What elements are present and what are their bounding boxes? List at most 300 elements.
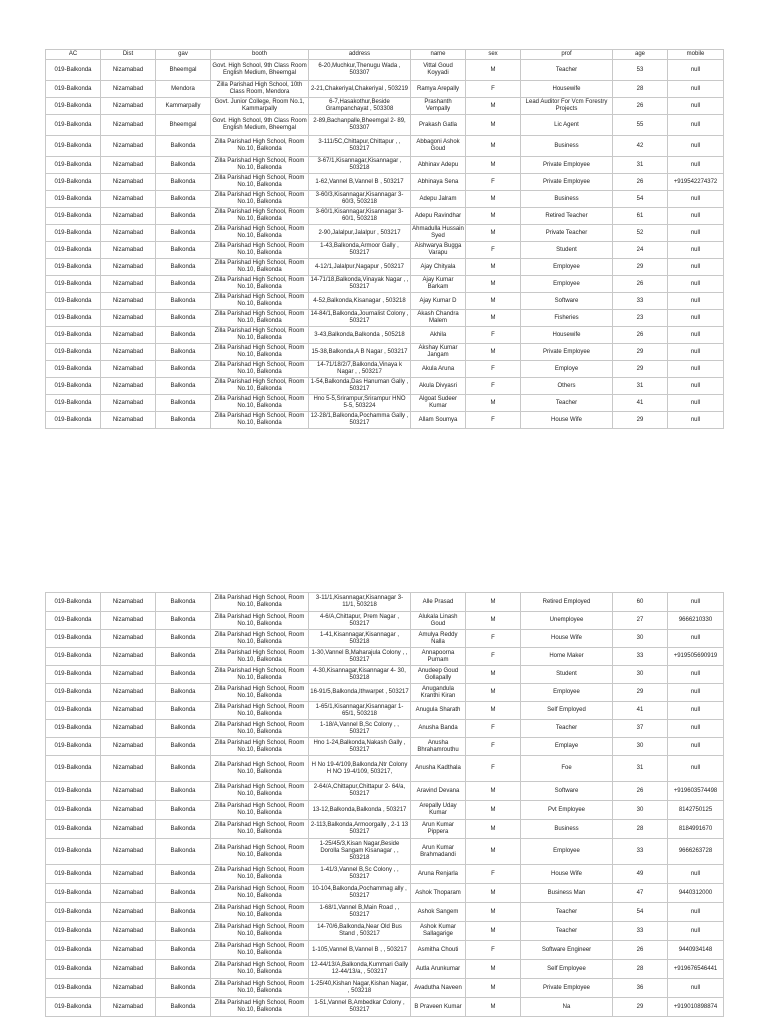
table-row bbox=[46, 903, 724, 922]
cell-sex: M bbox=[466, 702, 521, 720]
cell-name: Alle Prasad bbox=[411, 593, 466, 612]
table-row bbox=[46, 115, 724, 136]
cell-age: 29 bbox=[613, 998, 668, 1017]
cell-age: 29 bbox=[613, 684, 668, 702]
cell-prof: Employe bbox=[521, 361, 613, 378]
cell-mobile: +919010898874 bbox=[668, 998, 724, 1017]
cell-sex: M bbox=[466, 612, 521, 630]
cell-booth: Zilla Parishad High School, Room No.10, Balkonda bbox=[211, 666, 309, 684]
cell-sex: M bbox=[466, 903, 521, 922]
cell-prof: Self Employee bbox=[521, 960, 613, 979]
cell-mobile: null bbox=[668, 738, 724, 756]
table-row bbox=[46, 136, 724, 157]
cell-sex: F bbox=[466, 361, 521, 378]
cell-mobile: +919676546441 bbox=[668, 960, 724, 979]
table-row bbox=[46, 157, 724, 174]
cell-gav: Balkonda bbox=[156, 630, 211, 648]
cell-booth: Zilla Parishad High School, Room No.10, Balkonda bbox=[211, 941, 309, 960]
cell-gav: Balkonda bbox=[156, 191, 211, 208]
cell-prof: Teacher bbox=[521, 922, 613, 941]
table-row bbox=[46, 81, 724, 98]
column-header-address: address bbox=[309, 50, 411, 60]
cell-ac: 019-Balkonda bbox=[46, 979, 101, 998]
cell-gav: Bheemgal bbox=[156, 60, 211, 81]
cell-dist: Nizamabad bbox=[101, 293, 156, 310]
cell-booth: Zilla Parishad High School, Room No.10, Balkonda bbox=[211, 378, 309, 395]
cell-prof: Business bbox=[521, 136, 613, 157]
cell-name: Anugandula Kranthi Kiran bbox=[411, 684, 466, 702]
table-row bbox=[46, 412, 724, 429]
cell-dist: Nizamabad bbox=[101, 276, 156, 293]
cell-sex: F bbox=[466, 630, 521, 648]
cell-age: 41 bbox=[613, 395, 668, 412]
cell-booth: Zilla Parishad High School, Room No.10, Balkonda bbox=[211, 395, 309, 412]
cell-address: 14-84/1,Balkonda,Journalist Colony , 503217 bbox=[309, 310, 411, 327]
column-header-name: name bbox=[411, 50, 466, 60]
cell-booth: Zilla Parishad High School, Room No.10, Balkonda bbox=[211, 593, 309, 612]
cell-address: 13-12,Balkonda,Balkonda , 503217 bbox=[309, 801, 411, 820]
cell-mobile: +919505690919 bbox=[668, 648, 724, 666]
cell-prof: Teacher bbox=[521, 395, 613, 412]
cell-ac: 019-Balkonda bbox=[46, 684, 101, 702]
cell-ac: 019-Balkonda bbox=[46, 702, 101, 720]
cell-address: 1-25/40,Kishan Nagar,Kishan Nagar, , 503218 bbox=[309, 979, 411, 998]
cell-age: 26 bbox=[613, 276, 668, 293]
cell-prof: Employee bbox=[521, 684, 613, 702]
cell-name: Anusha Bhrahamrouthu bbox=[411, 738, 466, 756]
cell-age: 26 bbox=[613, 327, 668, 344]
cell-prof: Retired Employed bbox=[521, 593, 613, 612]
cell-mobile: null bbox=[668, 136, 724, 157]
cell-booth: Govt. Junior College, Room No.1, Kammarpally bbox=[211, 98, 309, 115]
cell-age: 42 bbox=[613, 136, 668, 157]
cell-age: 30 bbox=[613, 630, 668, 648]
cell-gav: Balkonda bbox=[156, 738, 211, 756]
cell-address: 2-64/A,Chittapur,Chittapur 2- 64/a, 503217 bbox=[309, 782, 411, 801]
cell-dist: Nizamabad bbox=[101, 903, 156, 922]
cell-dist: Nizamabad bbox=[101, 998, 156, 1017]
cell-gav: Balkonda bbox=[156, 157, 211, 174]
cell-booth: Zilla Parishad High School, Room No.10, Balkonda bbox=[211, 702, 309, 720]
cell-dist: Nizamabad bbox=[101, 259, 156, 276]
cell-name: Asmitha Chouti bbox=[411, 941, 466, 960]
cell-prof: Pvt Employee bbox=[521, 801, 613, 820]
cell-booth: Zilla Parishad High School, Room No.10, Balkonda bbox=[211, 361, 309, 378]
table-row bbox=[46, 361, 724, 378]
cell-sex: M bbox=[466, 922, 521, 941]
cell-name: Prakash Gatla bbox=[411, 115, 466, 136]
cell-age: 26 bbox=[613, 98, 668, 115]
cell-name: Aravind Devana bbox=[411, 782, 466, 801]
cell-gav: Balkonda bbox=[156, 612, 211, 630]
column-header-age: age bbox=[613, 50, 668, 60]
cell-dist: Nizamabad bbox=[101, 136, 156, 157]
cell-address: 2-21,Chakeriyal,Chakeriyal , 503219 bbox=[309, 81, 411, 98]
cell-booth: Zilla Parishad High School, Room No.10, Balkonda bbox=[211, 174, 309, 191]
cell-prof: Foe bbox=[521, 756, 613, 782]
cell-sex: F bbox=[466, 720, 521, 738]
cell-booth: Zilla Parishad High School, Room No.10, Balkonda bbox=[211, 979, 309, 998]
cell-name: Adepu Ravindhar bbox=[411, 208, 466, 225]
cell-prof: Private Employee bbox=[521, 174, 613, 191]
cell-sex: M bbox=[466, 136, 521, 157]
cell-address: 4-30,Kisannagar,Kisannagar 4- 30, 503218 bbox=[309, 666, 411, 684]
table-row bbox=[46, 259, 724, 276]
cell-mobile: null bbox=[668, 630, 724, 648]
cell-age: 29 bbox=[613, 412, 668, 429]
cell-gav: Balkonda bbox=[156, 998, 211, 1017]
cell-mobile: null bbox=[668, 344, 724, 361]
cell-prof: Retired Teacher bbox=[521, 208, 613, 225]
table-row bbox=[46, 60, 724, 81]
cell-age: 31 bbox=[613, 756, 668, 782]
cell-address: 1-41/3,Vannel B,Sc Colony , , 503217 bbox=[309, 865, 411, 884]
cell-dist: Nizamabad bbox=[101, 820, 156, 839]
cell-gav: Balkonda bbox=[156, 593, 211, 612]
cell-name: Arun Kumar Pippera bbox=[411, 820, 466, 839]
cell-sex: M bbox=[466, 998, 521, 1017]
cell-gav: Balkonda bbox=[156, 720, 211, 738]
cell-address: H No 19-4/109,Balkonda,Ntr Colony H NO 19-4/109, 503217, bbox=[309, 756, 411, 782]
cell-mobile: null bbox=[668, 242, 724, 259]
table-row bbox=[46, 884, 724, 903]
cell-sex: F bbox=[466, 242, 521, 259]
cell-age: 31 bbox=[613, 157, 668, 174]
cell-gav: Balkonda bbox=[156, 225, 211, 242]
cell-name: Akash Chandra Malem bbox=[411, 310, 466, 327]
cell-address: 3-111/5C,Chittapur,Chittapur , , 503217 bbox=[309, 136, 411, 157]
cell-name: Ashok Thoparam bbox=[411, 884, 466, 903]
cell-age: 27 bbox=[613, 612, 668, 630]
cell-sex: F bbox=[466, 865, 521, 884]
cell-sex: M bbox=[466, 98, 521, 115]
cell-sex: M bbox=[466, 820, 521, 839]
cell-dist: Nizamabad bbox=[101, 327, 156, 344]
cell-age: 31 bbox=[613, 378, 668, 395]
cell-age: 33 bbox=[613, 293, 668, 310]
cell-address: 1-105,Vannel B,Vannel B , , 503217 bbox=[309, 941, 411, 960]
cell-gav: Balkonda bbox=[156, 174, 211, 191]
cell-age: 24 bbox=[613, 242, 668, 259]
cell-ac: 019-Balkonda bbox=[46, 960, 101, 979]
cell-name: Ashok Sangem bbox=[411, 903, 466, 922]
cell-age: 30 bbox=[613, 801, 668, 820]
cell-booth: Zilla Parishad High School, Room No.10, Balkonda bbox=[211, 208, 309, 225]
cell-dist: Nizamabad bbox=[101, 666, 156, 684]
cell-prof: Self Employed bbox=[521, 702, 613, 720]
cell-mobile: null bbox=[668, 903, 724, 922]
cell-gav: Balkonda bbox=[156, 259, 211, 276]
cell-name: Ashok Kumar Sallagarige bbox=[411, 922, 466, 941]
cell-address: 4-6/A,Chittapur, Prem Nagar , 503217 bbox=[309, 612, 411, 630]
cell-gav: Balkonda bbox=[156, 903, 211, 922]
cell-name: Avadutha Naveen bbox=[411, 979, 466, 998]
cell-mobile: 8142750125 bbox=[668, 801, 724, 820]
cell-address: 6-7,Hasakothur,Beside Grampanchayat , 503308 bbox=[309, 98, 411, 115]
cell-age: 30 bbox=[613, 738, 668, 756]
cell-name: Abbagoni Ashok Goud bbox=[411, 136, 466, 157]
cell-sex: M bbox=[466, 310, 521, 327]
cell-name: Allam Soumya bbox=[411, 412, 466, 429]
table-row bbox=[46, 395, 724, 412]
table-body-2 bbox=[46, 593, 724, 1017]
cell-address: 1-41,Kisannagar,Kisannagar , 503218 bbox=[309, 630, 411, 648]
table-row bbox=[46, 839, 724, 865]
cell-prof: Unemployee bbox=[521, 612, 613, 630]
cell-sex: M bbox=[466, 884, 521, 903]
cell-prof: Student bbox=[521, 666, 613, 684]
cell-name: Amulya Reddy Nalla bbox=[411, 630, 466, 648]
table-row bbox=[46, 922, 724, 941]
table-row bbox=[46, 979, 724, 998]
table-row bbox=[46, 756, 724, 782]
table-row bbox=[46, 174, 724, 191]
cell-mobile: null bbox=[668, 208, 724, 225]
cell-name: Ajay Kumar D bbox=[411, 293, 466, 310]
cell-gav: Balkonda bbox=[156, 756, 211, 782]
cell-sex: M bbox=[466, 191, 521, 208]
cell-gav: Balkonda bbox=[156, 412, 211, 429]
cell-gav: Balkonda bbox=[156, 327, 211, 344]
cell-dist: Nizamabad bbox=[101, 630, 156, 648]
cell-prof: Private Employee bbox=[521, 157, 613, 174]
cell-ac: 019-Balkonda bbox=[46, 136, 101, 157]
cell-ac: 019-Balkonda bbox=[46, 720, 101, 738]
table-row bbox=[46, 820, 724, 839]
cell-name: Prashanth Vempally bbox=[411, 98, 466, 115]
cell-address: 1-43,Balkonda,Armoor Gally , 503217 bbox=[309, 242, 411, 259]
cell-address: 12-44/13/A,Balkonda,Kummari Gally 12-44/13/a, , 503217 bbox=[309, 960, 411, 979]
cell-sex: F bbox=[466, 941, 521, 960]
cell-age: 33 bbox=[613, 839, 668, 865]
cell-gav: Balkonda bbox=[156, 378, 211, 395]
table-body-1 bbox=[46, 60, 724, 429]
cell-name: Akhila bbox=[411, 327, 466, 344]
cell-booth: Zilla Parishad High School, Room No.10, Balkonda bbox=[211, 412, 309, 429]
cell-booth: Zilla Parishad High School, Room No.10, Balkonda bbox=[211, 839, 309, 865]
cell-ac: 019-Balkonda bbox=[46, 839, 101, 865]
cell-age: 41 bbox=[613, 702, 668, 720]
cell-sex: F bbox=[466, 174, 521, 191]
cell-age: 26 bbox=[613, 782, 668, 801]
cell-ac: 019-Balkonda bbox=[46, 361, 101, 378]
cell-ac: 019-Balkonda bbox=[46, 174, 101, 191]
cell-gav: Balkonda bbox=[156, 666, 211, 684]
table-row bbox=[46, 242, 724, 259]
cell-age: 37 bbox=[613, 720, 668, 738]
cell-sex: M bbox=[466, 782, 521, 801]
cell-ac: 019-Balkonda bbox=[46, 81, 101, 98]
cell-dist: Nizamabad bbox=[101, 361, 156, 378]
cell-age: 29 bbox=[613, 259, 668, 276]
table-row bbox=[46, 782, 724, 801]
cell-mobile: null bbox=[668, 412, 724, 429]
column-header-dist: Dist bbox=[101, 50, 156, 60]
cell-dist: Nizamabad bbox=[101, 884, 156, 903]
cell-booth: Govt. High School, 9th Class Room English Medium, Bheemgal bbox=[211, 60, 309, 81]
cell-age: 55 bbox=[613, 115, 668, 136]
cell-mobile: null bbox=[668, 378, 724, 395]
cell-sex: M bbox=[466, 293, 521, 310]
cell-booth: Zilla Parishad High School, Room No.10, Balkonda bbox=[211, 293, 309, 310]
cell-name: Abhinav Adepu bbox=[411, 157, 466, 174]
cell-sex: M bbox=[466, 344, 521, 361]
cell-ac: 019-Balkonda bbox=[46, 593, 101, 612]
cell-name: Vittal Goud Koyyadi bbox=[411, 60, 466, 81]
cell-age: 36 bbox=[613, 979, 668, 998]
table-row bbox=[46, 378, 724, 395]
cell-name: Algoat Sudeer Kumar bbox=[411, 395, 466, 412]
cell-ac: 019-Balkonda bbox=[46, 738, 101, 756]
cell-address: 4-52,Balkonda,Kisanagar , 503218 bbox=[309, 293, 411, 310]
cell-ac: 019-Balkonda bbox=[46, 191, 101, 208]
table-row bbox=[46, 208, 724, 225]
cell-gav: Balkonda bbox=[156, 242, 211, 259]
cell-sex: F bbox=[466, 327, 521, 344]
cell-name: Adepu Jalram bbox=[411, 191, 466, 208]
cell-address: 10-104,Balkonda,Pochammag ally , 503217 bbox=[309, 884, 411, 903]
cell-mobile: null bbox=[668, 979, 724, 998]
cell-ac: 019-Balkonda bbox=[46, 941, 101, 960]
cell-ac: 019-Balkonda bbox=[46, 998, 101, 1017]
cell-dist: Nizamabad bbox=[101, 174, 156, 191]
cell-booth: Zilla Parishad High School, Room No.10, Balkonda bbox=[211, 903, 309, 922]
cell-dist: Nizamabad bbox=[101, 612, 156, 630]
cell-ac: 019-Balkonda bbox=[46, 612, 101, 630]
cell-name: Alukala Linash Goud bbox=[411, 612, 466, 630]
cell-name: Ajay Chityala bbox=[411, 259, 466, 276]
cell-booth: Zilla Parishad High School, Room No.10, Balkonda bbox=[211, 612, 309, 630]
cell-ac: 019-Balkonda bbox=[46, 344, 101, 361]
cell-name: Ahmadulla Hussain Syed bbox=[411, 225, 466, 242]
table-row bbox=[46, 720, 724, 738]
cell-ac: 019-Balkonda bbox=[46, 242, 101, 259]
cell-dist: Nizamabad bbox=[101, 208, 156, 225]
cell-gav: Balkonda bbox=[156, 865, 211, 884]
cell-mobile: null bbox=[668, 922, 724, 941]
cell-booth: Zilla Parishad High School, Room No.10, Balkonda bbox=[211, 782, 309, 801]
cell-prof: Others bbox=[521, 378, 613, 395]
cell-prof: Private Employee bbox=[521, 344, 613, 361]
cell-address: 16-91/5,Balkonda,Ithwarpet , 503217 bbox=[309, 684, 411, 702]
cell-booth: Zilla Parishad High School, Room No.10, Balkonda bbox=[211, 720, 309, 738]
cell-mobile: +919542274372 bbox=[668, 174, 724, 191]
cell-gav: Balkonda bbox=[156, 361, 211, 378]
table-row bbox=[46, 648, 724, 666]
cell-mobile: null bbox=[668, 60, 724, 81]
cell-name: Abhinaya Sena bbox=[411, 174, 466, 191]
cell-address: 14-70/6,Balkonda,Near Old Bus Stand , 503217 bbox=[309, 922, 411, 941]
cell-sex: M bbox=[466, 395, 521, 412]
cell-prof: Housewife bbox=[521, 327, 613, 344]
cell-age: 47 bbox=[613, 884, 668, 903]
cell-ac: 019-Balkonda bbox=[46, 801, 101, 820]
cell-mobile: null bbox=[668, 720, 724, 738]
cell-mobile: null bbox=[668, 293, 724, 310]
table-row bbox=[46, 738, 724, 756]
cell-age: 33 bbox=[613, 648, 668, 666]
cell-address: 1-54,Balkonda,Das Hanuman Gally , 503217 bbox=[309, 378, 411, 395]
cell-dist: Nizamabad bbox=[101, 941, 156, 960]
cell-sex: M bbox=[466, 593, 521, 612]
column-header-booth: booth bbox=[211, 50, 309, 60]
cell-address: 2-89,Bachanpalle,Bheemgal 2- 89, 503307 bbox=[309, 115, 411, 136]
cell-address: 2-113,Balkonda,Armoorgally , 2-1 13 503217 bbox=[309, 820, 411, 839]
cell-address: 6-20,Muchkur,Thenugu Wada , 503307 bbox=[309, 60, 411, 81]
cell-sex: M bbox=[466, 208, 521, 225]
cell-name: Aishwarya Bugga Varapu bbox=[411, 242, 466, 259]
cell-name: Ajay Kumar Barkam bbox=[411, 276, 466, 293]
cell-dist: Nizamabad bbox=[101, 801, 156, 820]
cell-gav: Balkonda bbox=[156, 293, 211, 310]
cell-gav: Mendora bbox=[156, 81, 211, 98]
cell-dist: Nizamabad bbox=[101, 344, 156, 361]
cell-address: 1-51,Vannel B,Ambedkar Colony , 503217 bbox=[309, 998, 411, 1017]
cell-age: 28 bbox=[613, 81, 668, 98]
cell-booth: Zilla Parishad High School, Room No.10, Balkonda bbox=[211, 276, 309, 293]
cell-ac: 019-Balkonda bbox=[46, 310, 101, 327]
cell-dist: Nizamabad bbox=[101, 395, 156, 412]
cell-mobile: 9666210330 bbox=[668, 612, 724, 630]
cell-name: Arun Kumar Brahmadandi bbox=[411, 839, 466, 865]
cell-name: Arepally Uday Kumar bbox=[411, 801, 466, 820]
cell-sex: M bbox=[466, 115, 521, 136]
cell-booth: Zilla Parishad High School, Room No.10, Balkonda bbox=[211, 865, 309, 884]
cell-prof: Lic Agent bbox=[521, 115, 613, 136]
cell-sex: M bbox=[466, 666, 521, 684]
cell-mobile: null bbox=[668, 157, 724, 174]
cell-prof: House Wife bbox=[521, 630, 613, 648]
cell-dist: Nizamabad bbox=[101, 684, 156, 702]
cell-sex: F bbox=[466, 378, 521, 395]
cell-address: 4-12/1,Jalalpur,Nagapur , 503217 bbox=[309, 259, 411, 276]
table-row bbox=[46, 327, 724, 344]
cell-name: Anugula Sharath bbox=[411, 702, 466, 720]
cell-booth: Govt. High School, 9th Class Room English Medium, Bheemgal bbox=[211, 115, 309, 136]
cell-booth: Zilla Parishad High School, Room No.10, Balkonda bbox=[211, 884, 309, 903]
cell-dist: Nizamabad bbox=[101, 98, 156, 115]
cell-gav: Balkonda bbox=[156, 820, 211, 839]
cell-booth: Zilla Parishad High School, Room No.10, Balkonda bbox=[211, 242, 309, 259]
cell-mobile: null bbox=[668, 666, 724, 684]
cell-prof: Private Employee bbox=[521, 979, 613, 998]
cell-booth: Zilla Parishad High School, Room No.10, Balkonda bbox=[211, 136, 309, 157]
column-header-gav: gav bbox=[156, 50, 211, 60]
cell-gav: Balkonda bbox=[156, 310, 211, 327]
table-row bbox=[46, 225, 724, 242]
cell-age: 54 bbox=[613, 903, 668, 922]
cell-sex: M bbox=[466, 157, 521, 174]
cell-ac: 019-Balkonda bbox=[46, 782, 101, 801]
cell-ac: 019-Balkonda bbox=[46, 157, 101, 174]
cell-gav: Balkonda bbox=[156, 884, 211, 903]
cell-prof: Na bbox=[521, 998, 613, 1017]
cell-dist: Nizamabad bbox=[101, 782, 156, 801]
cell-prof: Employee bbox=[521, 259, 613, 276]
cell-prof: Software bbox=[521, 293, 613, 310]
cell-name: B Praveen Kumar bbox=[411, 998, 466, 1017]
cell-gav: Balkonda bbox=[156, 960, 211, 979]
cell-booth: Zilla Parishad High School, Room No.10, Balkonda bbox=[211, 960, 309, 979]
cell-mobile: null bbox=[668, 115, 724, 136]
cell-sex: M bbox=[466, 839, 521, 865]
cell-ac: 019-Balkonda bbox=[46, 378, 101, 395]
cell-sex: F bbox=[466, 738, 521, 756]
cell-dist: Nizamabad bbox=[101, 720, 156, 738]
cell-age: 54 bbox=[613, 191, 668, 208]
cell-age: 28 bbox=[613, 820, 668, 839]
cell-dist: Nizamabad bbox=[101, 412, 156, 429]
